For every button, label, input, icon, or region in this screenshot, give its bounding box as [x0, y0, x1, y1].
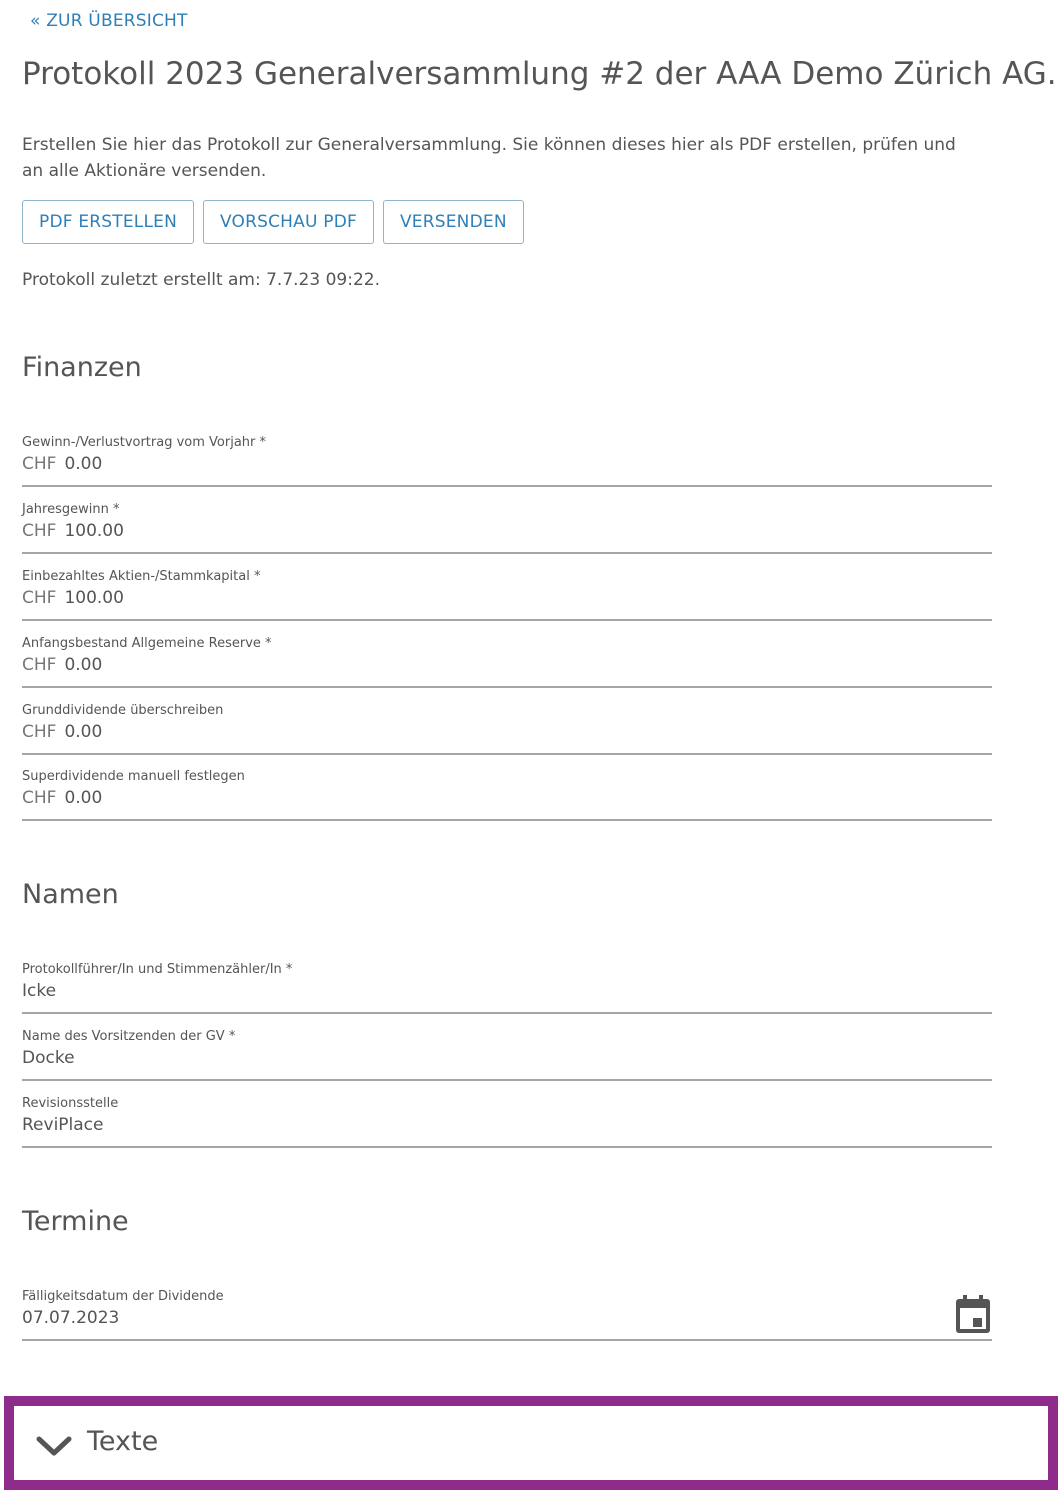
field-label: Grunddividende überschreiben — [22, 703, 224, 718]
super-dividend-input[interactable] — [64, 788, 664, 808]
field-annual-profit — [22, 502, 992, 554]
field-dividend-due-date — [22, 1289, 992, 1341]
field-label: Einbezahltes Aktien-/Stammkapital * — [22, 569, 261, 584]
section-title-names: Namen — [22, 879, 119, 910]
accordion-label: Texte — [87, 1426, 159, 1457]
preview-pdf-button[interactable]: VORSCHAU PDF — [203, 200, 374, 244]
intro-text: Erstellen Sie hier das Protokoll zur Generalversammlung. Sie können dieses hier als PDF erstellen, prüfen und an alle Aktionäre versenden. — [22, 135, 956, 181]
currency-prefix: CHF — [22, 521, 57, 541]
field-label: Protokollführer/In und Stimmenzähler/In * — [22, 962, 293, 977]
field-label: Name des Vorsitzenden der GV * — [22, 1029, 236, 1044]
annual-profit-input[interactable] — [64, 521, 664, 541]
field-profit-loss-carryforward — [22, 435, 992, 487]
field-label: Fälligkeitsdatum der Dividende — [22, 1289, 224, 1304]
currency-prefix: CHF — [22, 722, 57, 742]
field-minute-taker — [22, 962, 992, 1014]
last-created-status: Protokoll zuletzt erstellt am: 7.7.23 09:22. — [22, 270, 380, 290]
page-title: Protokoll 2023 Generalversammlung #2 der AAA Demo Zürich AG. — [22, 56, 1057, 92]
profit-loss-carryforward-input[interactable] — [64, 454, 664, 474]
texte-accordion[interactable] — [4, 1396, 1058, 1490]
currency-prefix: CHF — [22, 588, 57, 608]
dividend-due-date-input[interactable] — [22, 1308, 622, 1328]
general-reserve-input[interactable] — [64, 655, 664, 675]
field-chairperson — [22, 1029, 992, 1081]
currency-prefix: CHF — [22, 655, 57, 675]
minute-taker-input[interactable] — [22, 981, 622, 1001]
currency-prefix: CHF — [22, 454, 57, 474]
chairperson-input[interactable] — [22, 1048, 622, 1068]
base-dividend-input[interactable] — [64, 722, 664, 742]
send-button[interactable]: VERSENDEN — [383, 200, 524, 244]
back-to-overview-link[interactable]: « ZUR ÜBERSICHT — [30, 11, 188, 31]
field-auditor — [22, 1096, 992, 1148]
field-base-dividend-override — [22, 703, 992, 755]
field-label: Anfangsbestand Allgemeine Reserve * — [22, 636, 272, 651]
field-label: Jahresgewinn * — [22, 502, 120, 517]
auditor-input[interactable] — [22, 1115, 622, 1135]
field-label: Revisionsstelle — [22, 1096, 119, 1111]
field-label: Superdividende manuell festlegen — [22, 769, 245, 784]
section-title-finances: Finanzen — [22, 352, 142, 383]
field-general-reserve — [22, 636, 992, 688]
section-title-dates: Termine — [22, 1206, 129, 1237]
chevron-down-icon — [36, 1432, 72, 1460]
field-label: Gewinn-/Verlustvortrag vom Vorjahr * — [22, 435, 267, 450]
field-paid-in-capital — [22, 569, 992, 621]
paid-in-capital-input[interactable] — [64, 588, 664, 608]
calendar-icon[interactable] — [954, 1294, 992, 1334]
field-super-dividend — [22, 769, 992, 821]
currency-prefix: CHF — [22, 788, 57, 808]
create-pdf-button[interactable]: PDF ERSTELLEN — [22, 200, 194, 244]
action-buttons — [22, 200, 524, 244]
